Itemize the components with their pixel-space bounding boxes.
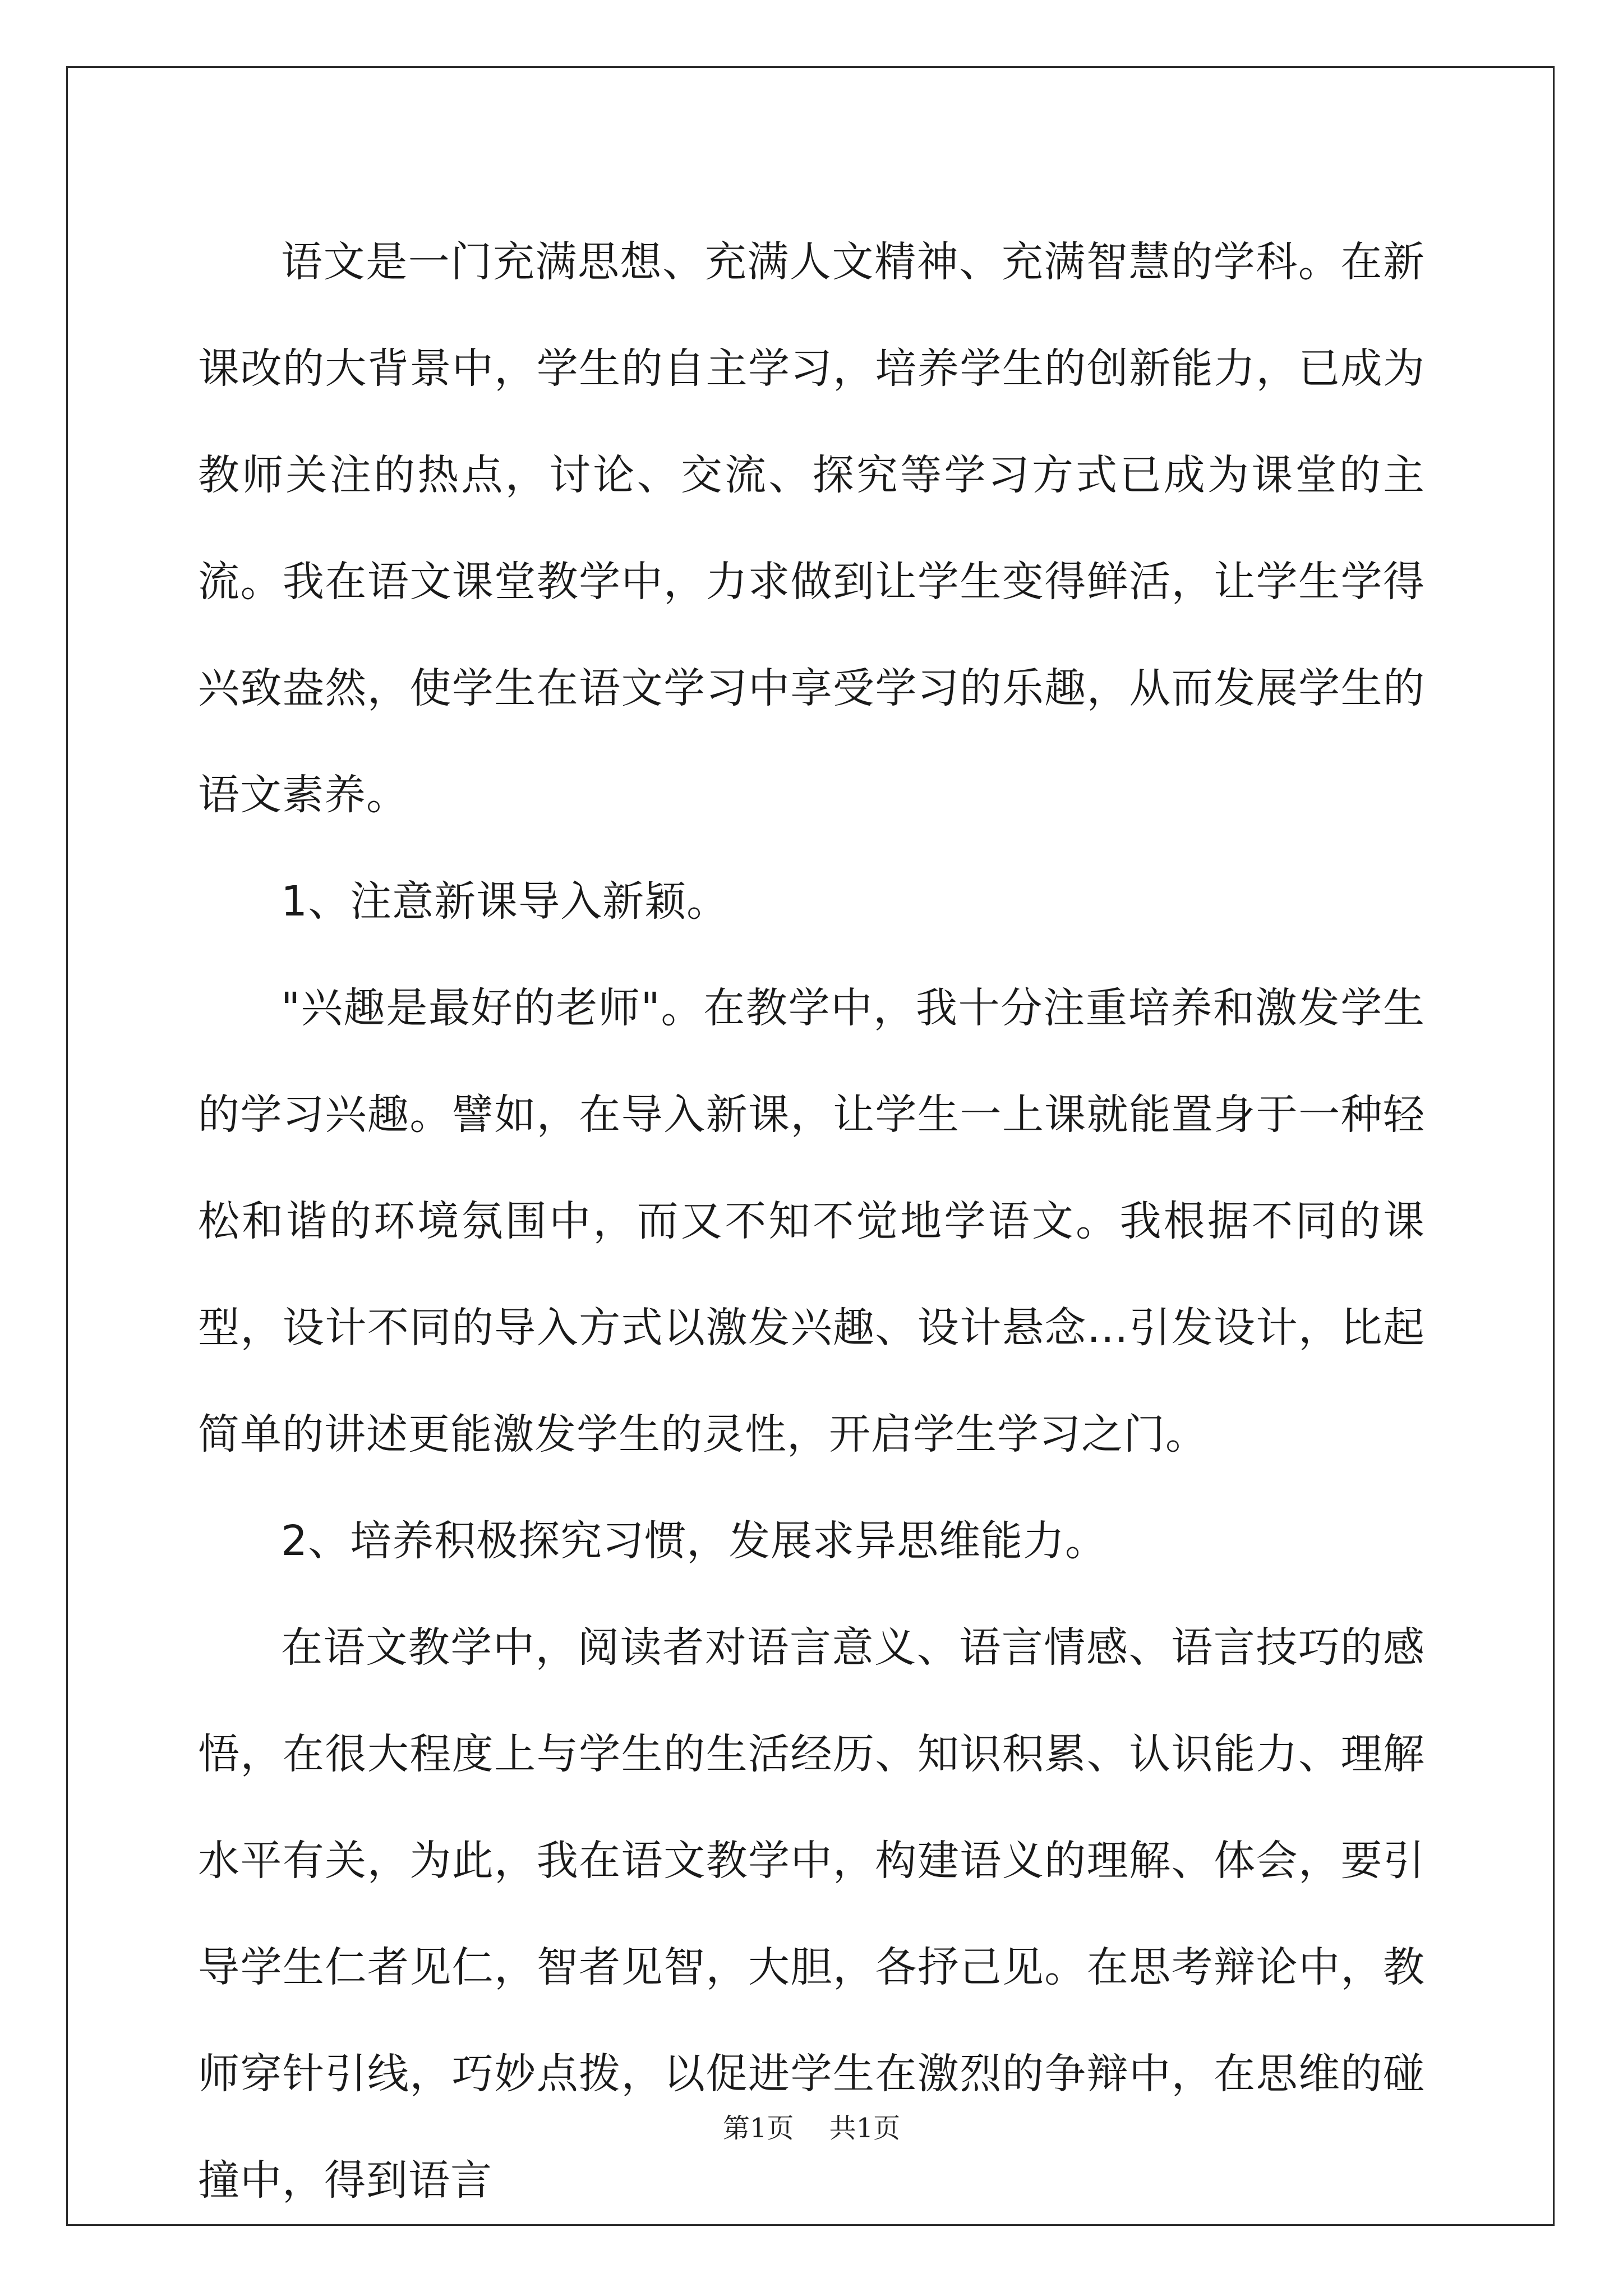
paragraph-reading: 在语文教学中，阅读者对语言意义、语言情感、语言技巧的感悟，在很大程度上与学生的生活经历、知识积累、认识能力、理解水平有关，为此，我在语文教学中，构建语义的理解、体会，要引导学生仁者见仁，智者见智，大胆，各抒己见。在思考辩论中，教师穿针引线，巧妙点拨，以促进学生在激烈的争辩中，在思维的碰撞中，得到语言 (198, 1623, 1425, 2205)
heading-point-2: 2、培养积极探究习惯，发展求异思维能力。 (281, 1517, 1108, 1565)
page-number: 第1页 (722, 2113, 794, 2144)
paragraph-interest: "兴趣是最好的老师"。在教学中，我十分注重培养和激发学生的学习兴趣。譬如，在导入新课，让学生一上课就能置身于一种轻松和谐的环境氛围中，而又不知不觉地学语文。我根据不同的课型，设计不同的导入方式以激发兴趣、设计悬念…引发设计，比起简单的讲述更能激发学生的灵性，开启学生学习之门。 (198, 984, 1425, 1458)
paragraph-intro: 语文是一门充满思想、充满人文精神、充满智慧的学科。在新课改的大背景中，学生的自主学习，培养学生的创新能力，已成为教师关注的热点，讨论、交流、探究等学习方式已成为课堂的主流。我在语文课堂教学中，力求做到让学生变得鲜活，让学生学得兴致盎然，使学生在语文学习中享受学习的乐趣，从而发展学生的语文素养。 (198, 238, 1425, 819)
heading-point-1: 1、注意新课导入新颖。 (281, 877, 729, 926)
document-body (198, 209, 1425, 2234)
page-total: 共1页 (829, 2113, 901, 2144)
page-footer (0, 2106, 1623, 2145)
